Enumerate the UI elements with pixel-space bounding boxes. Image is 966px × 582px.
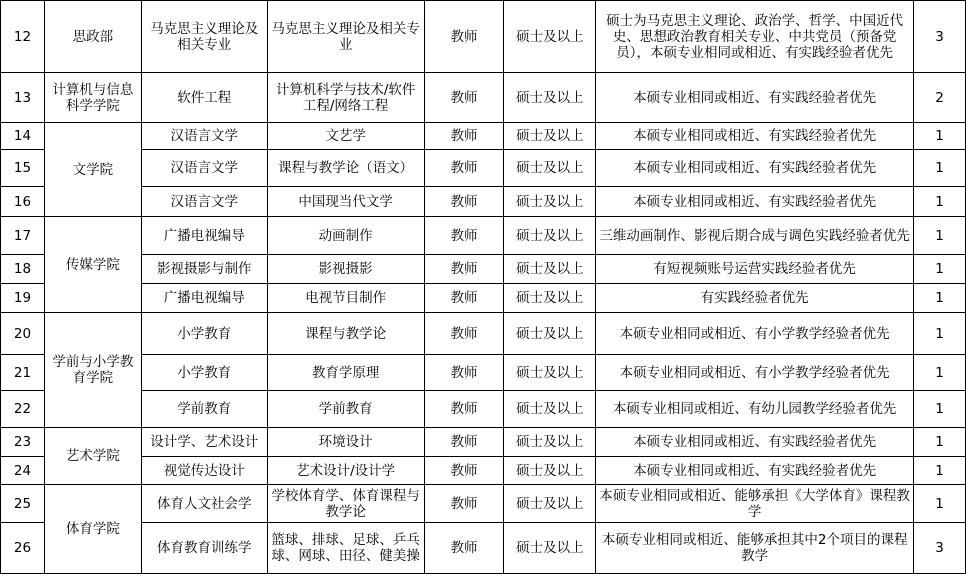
department-cell: 学前与小学教育学院: [44, 313, 141, 428]
count-cell: 1: [913, 457, 965, 485]
table-row: [1, 428, 966, 457]
requirement-cell: 三维动画制作、影视后期合成与调色实践经验者优先: [596, 217, 914, 255]
count-cell: 1: [913, 123, 965, 150]
row-number: 18: [1, 255, 45, 284]
major-cell: 软件工程: [141, 73, 267, 123]
research-cell: 环境设计: [267, 428, 424, 457]
degree-cell: 硕士及以上: [504, 123, 596, 150]
position-cell: 教师: [424, 391, 504, 428]
row-number: 25: [1, 485, 45, 523]
requirement-cell: 有实践经验者优先: [596, 284, 914, 313]
requirement-cell: 本硕专业相同或相近、有实践经验者优先: [596, 73, 914, 123]
row-number: 13: [1, 73, 45, 123]
row-number: 14: [1, 123, 45, 150]
requirement-cell: 本硕专业相同或相近、有小学教学经验者优先: [596, 355, 914, 391]
research-cell: 计算机科学与技术/软件工程/网络工程: [267, 73, 424, 123]
row-number: 26: [1, 523, 45, 574]
research-cell: 中国现当代文学: [267, 187, 424, 217]
research-cell: 电视节目制作: [267, 284, 424, 313]
table-row: [1, 187, 966, 217]
major-cell: 广播电视编导: [141, 217, 267, 255]
position-cell: 教师: [424, 313, 504, 355]
count-cell: 1: [913, 187, 965, 217]
row-number: 21: [1, 355, 45, 391]
major-cell: 小学教育: [141, 313, 267, 355]
position-cell: 教师: [424, 457, 504, 485]
major-cell: 体育教育训练学: [141, 523, 267, 574]
table-row: [1, 217, 966, 255]
requirement-cell: 本硕专业相同或相近、能够承担《大学体育》课程教学: [596, 485, 914, 523]
requirement-cell: 硕士为马克思主义理论、政治学、哲学、中国近代史、思想政治教育相关专业、中共党员（预备党员），本硕专业相同或相近、有实践经验者优先: [596, 1, 914, 73]
requirement-cell: 本硕专业相同或相近、有实践经验者优先: [596, 187, 914, 217]
table-row: [1, 457, 966, 485]
table-row: [1, 73, 966, 123]
count-cell: 2: [913, 73, 965, 123]
degree-cell: 硕士及以上: [504, 255, 596, 284]
row-number: 20: [1, 313, 45, 355]
row-number: 24: [1, 457, 45, 485]
count-cell: 1: [913, 428, 965, 457]
row-number: 22: [1, 391, 45, 428]
position-cell: 教师: [424, 485, 504, 523]
research-cell: 课程与教学论: [267, 313, 424, 355]
degree-cell: 硕士及以上: [504, 313, 596, 355]
table-row: [1, 255, 966, 284]
department-cell: 文学院: [44, 123, 141, 217]
count-cell: 3: [913, 1, 965, 73]
count-cell: 1: [913, 391, 965, 428]
count-cell: 3: [913, 523, 965, 574]
count-cell: 1: [913, 217, 965, 255]
requirement-cell: 本硕专业相同或相近、有实践经验者优先: [596, 428, 914, 457]
requirement-cell: 本硕专业相同或相近、有实践经验者优先: [596, 123, 914, 150]
research-cell: 马克思主义理论及相关专业: [267, 1, 424, 73]
table-row: [1, 123, 966, 150]
position-cell: 教师: [424, 255, 504, 284]
table-row: [1, 313, 966, 355]
requirement-cell: 本硕专业相同或相近、能够承担其中2个项目的课程教学: [596, 523, 914, 574]
degree-cell: 硕士及以上: [504, 150, 596, 187]
row-number: 23: [1, 428, 45, 457]
major-cell: 学前教育: [141, 391, 267, 428]
row-number: 12: [1, 1, 45, 73]
major-cell: 视觉传达设计: [141, 457, 267, 485]
department-cell: 计算机与信息科学学院: [44, 73, 141, 123]
count-cell: 1: [913, 150, 965, 187]
degree-cell: 硕士及以上: [504, 391, 596, 428]
major-cell: 小学教育: [141, 355, 267, 391]
requirement-cell: 本硕专业相同或相近、有实践经验者优先: [596, 457, 914, 485]
major-cell: 汉语言文学: [141, 123, 267, 150]
degree-cell: 硕士及以上: [504, 217, 596, 255]
table-row: [1, 523, 966, 574]
position-cell: 教师: [424, 187, 504, 217]
table-row: [1, 485, 966, 523]
degree-cell: 硕士及以上: [504, 73, 596, 123]
department-cell: 体育学院: [44, 485, 141, 574]
count-cell: 1: [913, 313, 965, 355]
count-cell: 1: [913, 355, 965, 391]
requirement-cell: 有短视频账号运营实践经验者优先: [596, 255, 914, 284]
research-cell: 学前教育: [267, 391, 424, 428]
major-cell: 汉语言文学: [141, 150, 267, 187]
row-number: 19: [1, 284, 45, 313]
count-cell: 1: [913, 284, 965, 313]
major-cell: 影视摄影与制作: [141, 255, 267, 284]
requirement-cell: 本硕专业相同或相近、有实践经验者优先: [596, 150, 914, 187]
count-cell: 1: [913, 485, 965, 523]
degree-cell: 硕士及以上: [504, 1, 596, 73]
position-cell: 教师: [424, 217, 504, 255]
research-cell: 艺术设计/设计学: [267, 457, 424, 485]
research-cell: 影视摄影: [267, 255, 424, 284]
row-number: 15: [1, 150, 45, 187]
research-cell: 篮球、排球、足球、乒乓球、网球、田径、健美操: [267, 523, 424, 574]
research-cell: 学校体育学、体育课程与教学论: [267, 485, 424, 523]
research-cell: 教育学原理: [267, 355, 424, 391]
degree-cell: 硕士及以上: [504, 187, 596, 217]
position-cell: 教师: [424, 284, 504, 313]
table-row: [1, 284, 966, 313]
position-cell: 教师: [424, 123, 504, 150]
department-cell: 思政部: [44, 1, 141, 73]
position-cell: 教师: [424, 73, 504, 123]
degree-cell: 硕士及以上: [504, 457, 596, 485]
position-cell: 教师: [424, 523, 504, 574]
degree-cell: 硕士及以上: [504, 428, 596, 457]
position-cell: 教师: [424, 150, 504, 187]
table-row: [1, 150, 966, 187]
row-number: 17: [1, 217, 45, 255]
row-number: 16: [1, 187, 45, 217]
major-cell: 体育人文社会学: [141, 485, 267, 523]
table-row: [1, 1, 966, 73]
degree-cell: 硕士及以上: [504, 284, 596, 313]
research-cell: 动画制作: [267, 217, 424, 255]
requirement-cell: 本硕专业相同或相近、有幼儿园教学经验者优先: [596, 391, 914, 428]
requirement-cell: 本硕专业相同或相近、有小学教学经验者优先: [596, 313, 914, 355]
major-cell: 马克思主义理论及相关专业: [141, 1, 267, 73]
position-cell: 教师: [424, 1, 504, 73]
degree-cell: 硕士及以上: [504, 485, 596, 523]
department-cell: 传媒学院: [44, 217, 141, 313]
table-row: [1, 355, 966, 391]
major-cell: 汉语言文学: [141, 187, 267, 217]
position-cell: 教师: [424, 428, 504, 457]
count-cell: 1: [913, 255, 965, 284]
major-cell: 广播电视编导: [141, 284, 267, 313]
research-cell: 文艺学: [267, 123, 424, 150]
major-cell: 设计学、艺术设计: [141, 428, 267, 457]
degree-cell: 硕士及以上: [504, 355, 596, 391]
degree-cell: 硕士及以上: [504, 523, 596, 574]
table-row: [1, 391, 966, 428]
position-cell: 教师: [424, 355, 504, 391]
research-cell: 课程与教学论（语文）: [267, 150, 424, 187]
department-cell: 艺术学院: [44, 428, 141, 485]
